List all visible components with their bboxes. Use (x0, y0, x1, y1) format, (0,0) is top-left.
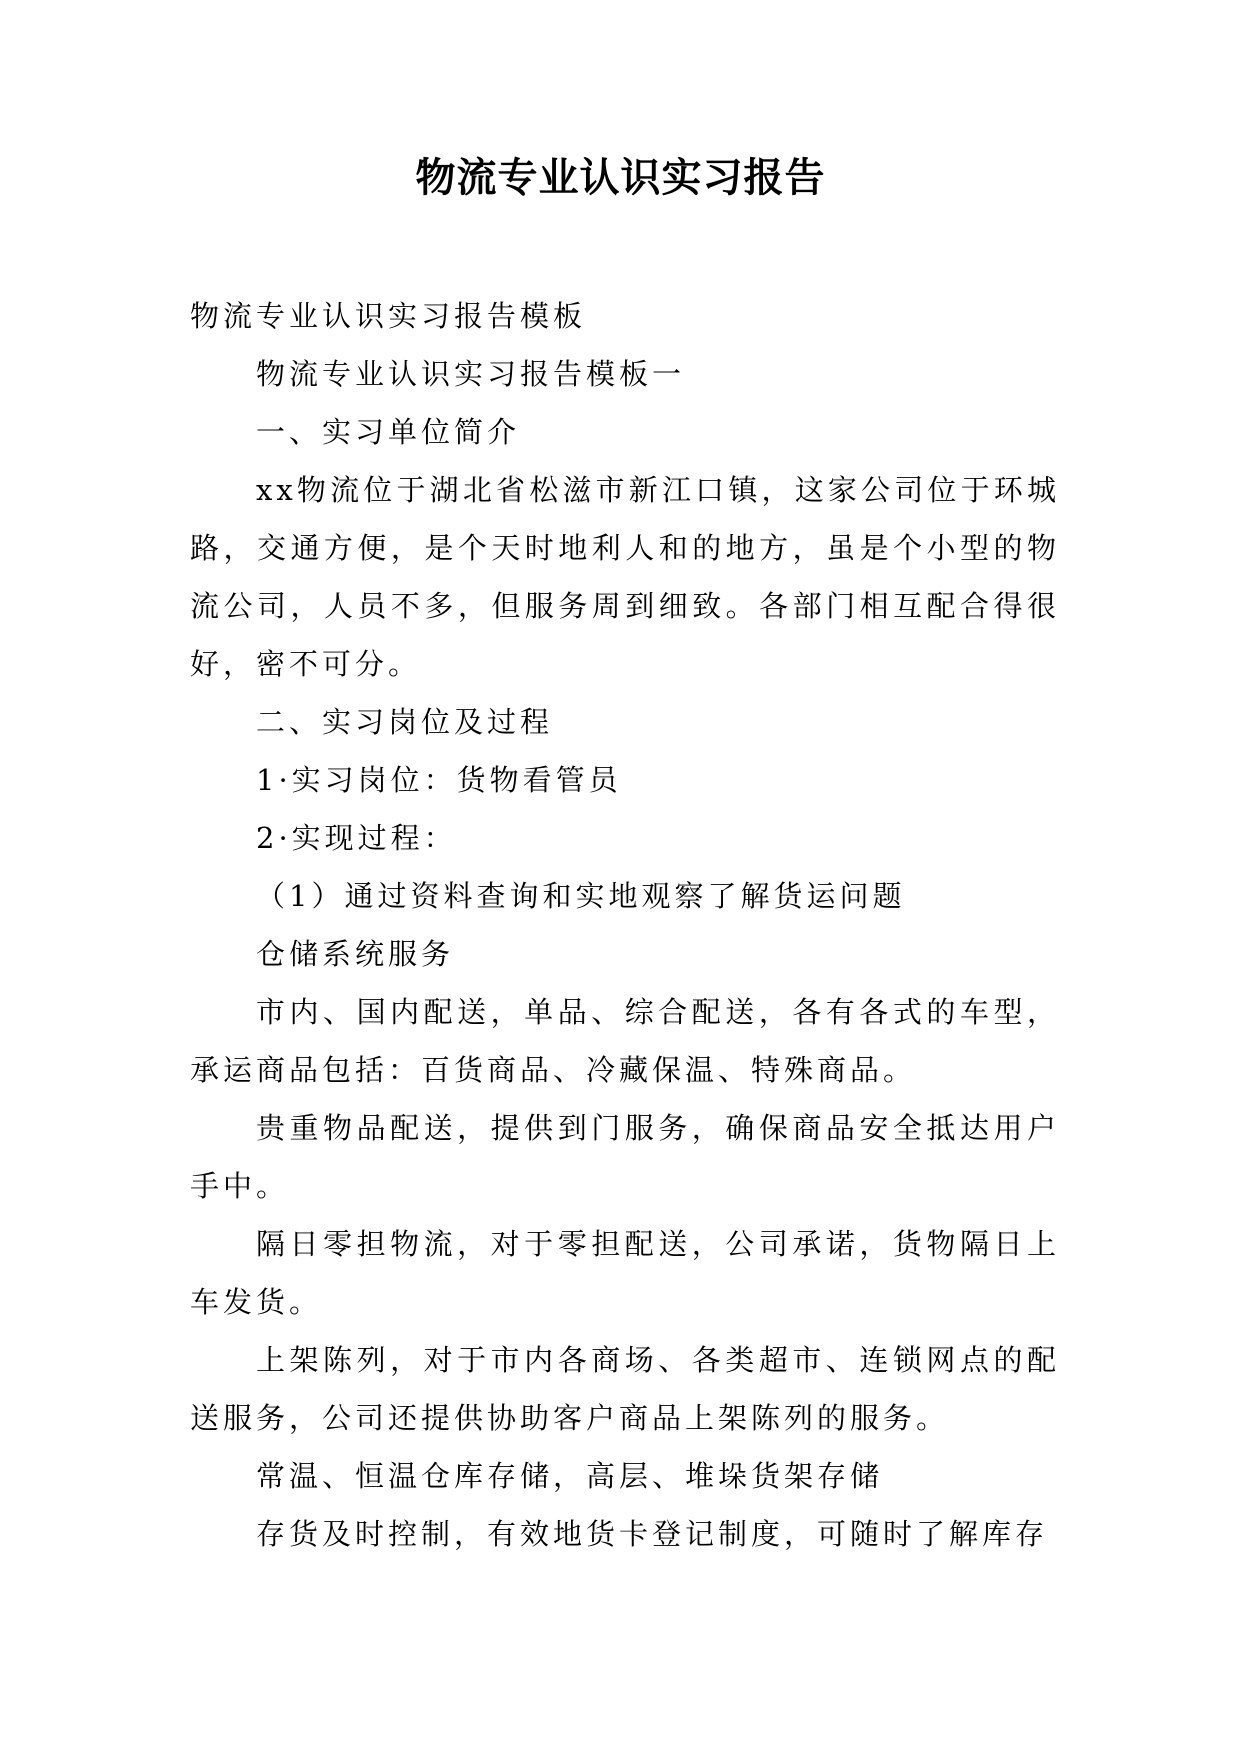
paragraph-less-than-truckload: 隔日零担物流，对于零担配送，公司承诺，货物隔日上车发货。 (190, 1227, 1060, 1319)
paragraph-valuables: 贵重物品配送，提供到门服务，确保商品安全抵达用户手中。 (190, 1111, 1060, 1203)
paragraph-storage: 常温、恒温仓库存储，高层、堆垛货架存储 (256, 1459, 884, 1493)
paragraph-delivery: 市内、国内配送，单品、综合配送，各有各式的车型，承运商品包括：百货商品、冷藏保温、特殊商品。 (190, 995, 1060, 1087)
paragraph-inventory-control: 存货及时控制，有效地货卡登记制度，可随时了解库存 (256, 1517, 1049, 1551)
section-heading-unit-intro: 一、实习单位简介 (256, 415, 521, 449)
paragraph-template-heading: 物流专业认识实习报告模板 (190, 299, 587, 333)
paragraph-shelving: 上架陈列，对于市内各商场、各类超市、连锁网点的配送服务，公司还提供协助客户商品上架陈列的服务。 (190, 1343, 1060, 1435)
document-title: 物流专业认识实习报告 (415, 154, 826, 201)
paragraph-template-one: 物流专业认识实习报告模板一 (256, 357, 686, 391)
list-item-position: 1·实习岗位：货物看管员 (256, 763, 622, 797)
paragraph-warehouse-service: 仓储系统服务 (256, 937, 455, 971)
paragraph-company-intro: xx物流位于湖北省松滋市新江口镇，这家公司位于环城路，交通方便，是个天时地利人和的地方，虽是个小型的物流公司，人员不多，但服务周到细致。各部门相互配合得很好，密不可分。 (190, 473, 1060, 681)
section-heading-position-process: 二、实习岗位及过程 (256, 705, 554, 739)
document-body (190, 287, 1060, 1563)
sub-item-research: （1）通过资料查询和实地观察了解货运问题 (256, 879, 906, 913)
list-item-process: 2·实现过程： (256, 821, 457, 855)
